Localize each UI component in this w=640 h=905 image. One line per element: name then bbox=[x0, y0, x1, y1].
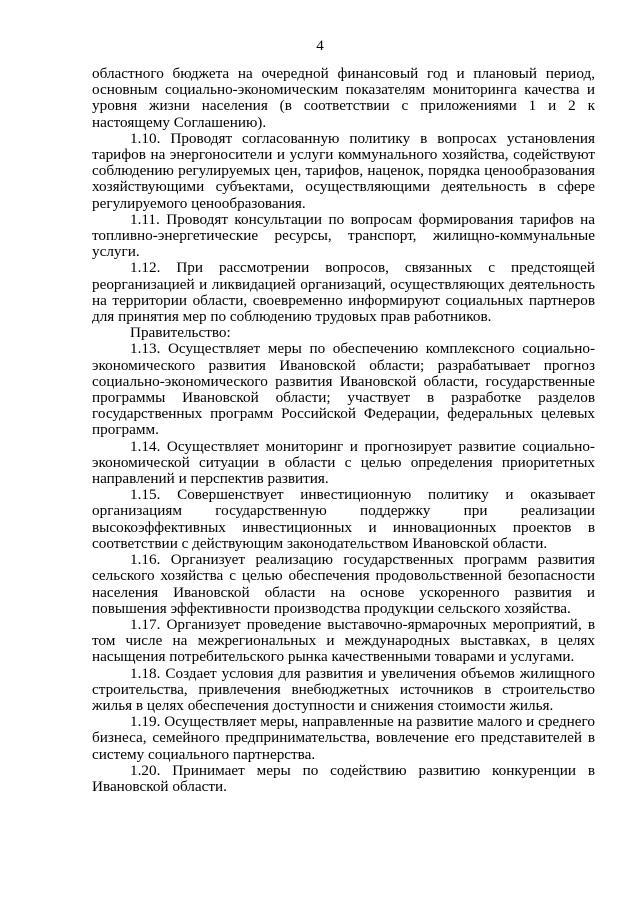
section-heading-government: Правительство: bbox=[130, 324, 231, 342]
paragraph-1-18: 1.18. Создает условия для развития и увеличения объемов жилищного строительства, привлечения внебюджетных источников в строительство жилья в целях обеспечения доступности и снижения стоимости жилья. bbox=[92, 664, 595, 714]
paragraph-1-11: 1.11. Проводят консультации по вопросам формирования тарифов на топливно-энергетические ресурсы, транспорт, жилищно-коммунальные услуги. bbox=[92, 210, 595, 261]
paragraph-1-10: 1.10. Проводят согласованную политику в вопросах установления тарифов на энергоносители и услуги коммунального хозяйства, содействуют соблюдению регулируемых цен, тарифов, наценок, порядка ценообразования хозяйствующими субъектами, осуществляющими деятельность в сфере регулируемого ценообразования. bbox=[92, 129, 595, 212]
paragraph-1-12: 1.12. При рассмотрении вопросов, связанных с предстоящей реорганизацией и ликвидацией организаций, осуществляющих деятельность на территории области, своевременно информируют социальных партнеров для принятия мер по соблюдению трудовых прав работников. bbox=[92, 259, 595, 326]
paragraph-1-16: 1.16. Организует реализацию государственных программ развития сельского хозяйства с целью обеспечения продовольственной безопасности населения Ивановской области на основе ускоренного развития и повышения эффективности производства продукции сельского хозяйства. bbox=[92, 551, 595, 617]
paragraph-1-13: 1.13. Осуществляет меры по обеспечению комплексного социально-экономического развития Ивановской области; разрабатывает прогноз социально-экономического развития Ивановской области, государственные программы Ивановской области; участвует в разработке разделов государственных программ Российской Федерации, федеральных целевых программ. bbox=[92, 340, 595, 439]
paragraph-1-14: 1.14. Осуществляет мониторинг и прогнозирует развитие социально-экономической ситуации в области с целью определения приоритетных направлений и перспектив развития. bbox=[92, 437, 595, 488]
paragraph-1-17: 1.17. Организует проведение выставочно-ярмарочных мероприятий, в том числе на межрегиональных и международных выставках, в целях насыщения потребительского рынка качественными товарами и услугами. bbox=[92, 615, 595, 666]
paragraph-1-20: 1.20. Принимает меры по содействию развитию конкуренции в Ивановской области. bbox=[92, 761, 595, 795]
paragraph-1-15: 1.15. Совершенствует инвестиционную политику и оказывает организациям государственную поддержку при реализации высокоэффективных инвестиционных и инновационных проектов в соответствии с действующим законодательством Ивановской области. bbox=[92, 486, 595, 552]
page-number: 4 bbox=[316, 38, 324, 54]
document-body bbox=[92, 66, 595, 795]
paragraph-1-19: 1.19. Осуществляет меры, направленные на развитие малого и среднего бизнеса, семейного предпринимательства, вовлечение его представителей в систему социального партнерства. bbox=[92, 713, 595, 763]
paragraph-continuation: областного бюджета на очередной финансовый год и плановый период, основным социально-экономическим показателям мониторинга качества и уровня жизни населения (в соответствии с приложениями 1 и 2 к настоящему Соглашению). bbox=[92, 65, 595, 131]
